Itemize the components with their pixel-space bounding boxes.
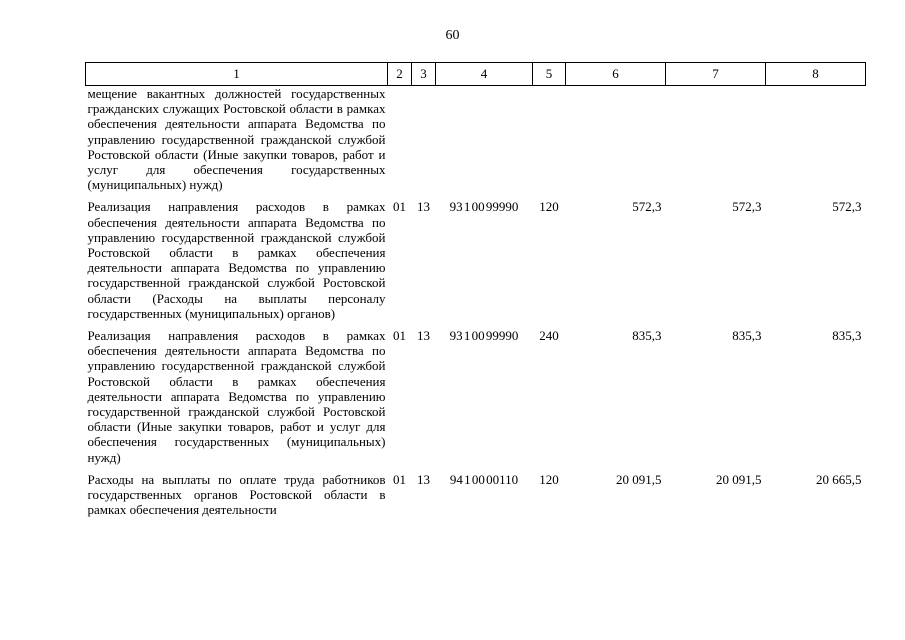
row-subsection-code: 13 [417, 328, 430, 344]
table-header-row [86, 63, 866, 86]
row-expense-type: 240 [539, 328, 559, 344]
row-description: мещение вакантных должностей государственных гражданских служащих Ростовской области в рамках обеспечения деятельности аппарата Ведомства по управлению государственной гражданской службой Ростовской области (Иные закупки товаров, работ и услуг для обеспечения государственных (муниципальных) нужд) [87, 86, 386, 193]
row-section-code: 01 [393, 328, 406, 344]
row-target-article: 93 1 00 99990 [449, 199, 519, 215]
header-col-3: 3 [412, 63, 436, 86]
row-amount-year-1: 20 091,5 [616, 471, 662, 487]
header-col-5: 5 [533, 63, 566, 86]
row-amount-year-2 [666, 86, 766, 200]
row-description: Реализация направления расходов в рамках обеспечения деятельности аппарата Ведомства по управлению государственной гражданской службой Ростовской области в рамках обеспечения деятельности аппарата Ведомства по управлению государственной гражданской службой Ростовской области (Расходы на выплаты персоналу государственных (муниципальных) органов) [87, 199, 386, 321]
row-amount-year-1 [566, 86, 666, 200]
row-amount-year-2: 835,3 [732, 328, 762, 344]
header-col-7: 7 [666, 63, 766, 86]
header-col-6: 6 [566, 63, 666, 86]
header-col-4: 4 [436, 63, 533, 86]
page-number: 60 [445, 28, 460, 43]
row-target-article [436, 86, 533, 200]
row-amount-year-3: 572,3 [832, 199, 862, 215]
row-section-code [388, 86, 412, 200]
row-subsection-code [412, 86, 436, 200]
budget-table [85, 62, 866, 517]
row-subsection-code: 13 [417, 199, 430, 215]
row-amount-year-3: 835,3 [832, 328, 862, 344]
header-col-8: 8 [766, 63, 866, 86]
row-description: Расходы на выплаты по оплате труда работников государственных органов Ростовской области в рамках обеспечения деятельности [87, 471, 386, 518]
table-row [86, 472, 866, 518]
row-expense-type: 120 [539, 471, 559, 487]
row-amount-year-1: 835,3 [632, 328, 662, 344]
row-expense-type [533, 86, 566, 200]
row-section-code: 01 [393, 199, 406, 215]
row-target-article: 93 1 00 99990 [449, 328, 519, 344]
header-col-1: 1 [86, 63, 388, 86]
row-amount-year-3: 20 665,5 [816, 471, 862, 487]
table-row [86, 199, 866, 328]
row-section-code: 01 [393, 471, 406, 487]
header-col-2: 2 [388, 63, 412, 86]
row-target-article: 94 1 00 00110 [449, 471, 519, 487]
row-description: Реализация направления расходов в рамках обеспечения деятельности аппарата Ведомства по управлению государственной гражданской службой Ростовской области в рамках обеспечения деятельности аппарата Ведомства по управлению государственной гражданской службой Ростовской области (Иные закупки товаров, работ и услуг для обеспечения государственных (муниципальных) нужд) [87, 328, 386, 465]
row-expense-type: 120 [539, 199, 559, 215]
row-amount-year-2: 572,3 [732, 199, 762, 215]
row-amount-year-3 [766, 86, 866, 200]
row-amount-year-1: 572,3 [632, 199, 662, 215]
table-row [86, 328, 866, 472]
table-row [86, 86, 866, 200]
row-subsection-code: 13 [417, 471, 430, 487]
row-amount-year-2: 20 091,5 [716, 471, 762, 487]
